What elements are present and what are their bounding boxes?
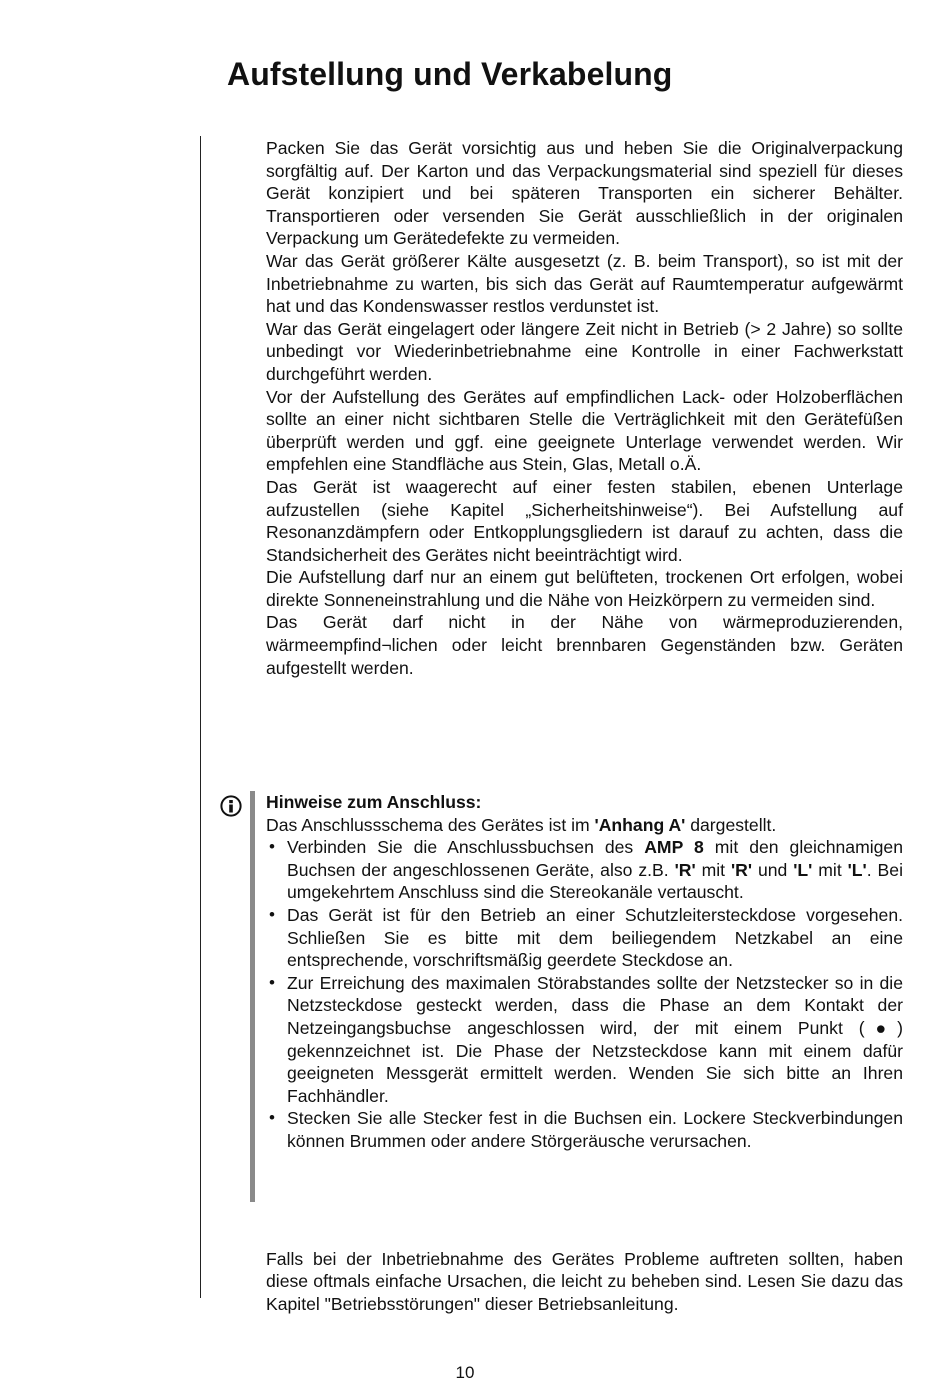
page-title: Aufstellung und Verkabelung — [227, 56, 673, 92]
text: mit den gleichnamigen Buchsen der angeschlossenen Geräte, also z.B. — [287, 837, 904, 880]
paragraph-storage: War das Gerät eingelagert oder längere Zeit nicht in Betrieb (> 2 Jahre) so sollte unbedingt vor Wiederinbetriebnahme eine Kontrolle in einer Fachwerkstatt durchgeführt werden. — [266, 318, 903, 384]
bullet: • — [269, 972, 275, 992]
channel-label: 'R' — [674, 859, 696, 880]
bullet: • — [269, 1108, 275, 1128]
text: Stecken Sie alle Stecker fest in die Buchsen ein. Lockere Steckverbindungen können Brummen oder andere Störgeräusche verursachen. — [287, 1108, 903, 1151]
list-item — [266, 904, 903, 972]
note-list — [266, 836, 903, 1152]
paragraph-packing: Packen Sie das Gerät vorsichtig aus und heben Sie die Originalverpackung sorgfältig auf. Der Karton und das Verpackungsmaterial sind speziell für dieses Gerät konzipiert und bei späteren Transporten ein sicherer Behälter. Transportieren oder versenden Sie Gerät ausschließlich in der originalen Verpackung um Gerätedefekte zu vermeiden. — [266, 138, 903, 249]
paragraph-cold: War das Gerät größerer Kälte ausgesetzt (z. B. beim Transport), so ist mit der Inbetriebnahme zu warten, bis sich das Gerät auf Raumtemperatur aufgewärmt hat und das Kondenswasser restlos verdunstet ist. — [266, 250, 903, 317]
paragraph-surfaces: Vor der Aufstellung des Gerätes auf empfindlichen Lack- oder Holzoberflächen sollte an einer nicht sichtbaren Stelle die Verträglichkeit mit den Gerätefüßen überprüft werden und ggf. eine geeignete Unterlage verwendet werden. Wir empfehlen eine Standfläche aus Stein, Glas, Metall o.Ä. — [266, 386, 903, 475]
note-side-bar — [250, 791, 255, 1202]
text: mit — [812, 859, 848, 880]
list-item — [266, 972, 903, 1108]
channel-label: 'R' — [730, 859, 753, 880]
page-number: 10 — [455, 1363, 475, 1382]
info-icon — [220, 795, 242, 817]
intro-section — [266, 137, 903, 679]
text: Das Gerät ist für den Betrieb an einer Schutzleitersteckdose vorgesehen. Schließen Sie es bitte mit dem beiliegendem Netzkabel an eine entsprechende, vorschriftsmäßig geerdete Steckdose an. — [287, 904, 903, 971]
text: mit — [695, 859, 731, 880]
schema-text-end: dargestellt. — [685, 814, 777, 835]
list-item — [266, 836, 903, 904]
connection-notes — [266, 791, 903, 1153]
bullet: • — [269, 837, 275, 857]
bullet: • — [269, 904, 275, 924]
list-item — [266, 1107, 903, 1152]
margin-rule — [200, 136, 201, 1298]
model-name: AMP 8 — [644, 837, 704, 858]
text: . Bei umgekehrtem Anschluss sind die Stereokanäle vertauscht. — [287, 859, 903, 903]
text: und — [752, 859, 794, 880]
schema-text: Das Anschlussschema des Gerätes ist im — [266, 814, 595, 835]
closing-paragraph: Falls bei der Inbetriebnahme des Gerätes Probleme auftreten sollten, haben diese oftmals einfache Ursachen, die leicht zu beheben sind. Lesen Sie dazu das Kapitel "Betriebsstörungen" dieser Betriebsanleitung. — [266, 1248, 903, 1314]
text: Verbinden Sie die Anschlussbuchsen des — [287, 837, 645, 858]
paragraph-level: Das Gerät ist waagerecht auf einer festen stabilen, ebenen Unterlage aufzustellen (siehe Kapitel „Sicherheitshinweise“). Bei Aufstellung auf Resonanzdämpfern oder Entkopplungsgliedern ist darauf zu achten, dass die Standsicherheit des Gerätes nicht beeinträchtigt wird. — [266, 476, 903, 565]
note-schema-line — [266, 814, 903, 837]
note-heading: Hinweise zum Anschluss: — [266, 792, 482, 812]
paragraph-ventilation: Die Aufstellung darf nur an einem gut belüfteten, trockenen Ort erfolgen, wobei direkte Sonneneinstrahlung und die Nähe von Heizkörpern zu vermeiden sind. — [266, 567, 903, 610]
text: Zur Erreichung des maximalen Störabstandes sollte der Netzstecker so in die Netzsteckdose gesteckt werden, dass die Phase an dem Kontakt der Netzeingangsbuchse angeschlossen wird, der mit einem Punkt (●) gekennzeichnet ist. Die Phase der Netzsteckdose kann mit einem dafür geeigneten Messgerät ermittelt werden. Wenden Sie sich bitte an Ihren Fachhändler. — [287, 972, 903, 1106]
channel-label: 'L' — [847, 859, 867, 880]
paragraph-heat: Das Gerät darf nicht in der Nähe von wärmeproduzierenden, wärmeempfind¬lichen oder leicht brennbaren Gegenständen bzw. Geräten aufgestellt werden. — [266, 612, 903, 678]
schema-ref: 'Anhang A' — [594, 814, 686, 835]
channel-label: 'L' — [793, 859, 813, 880]
